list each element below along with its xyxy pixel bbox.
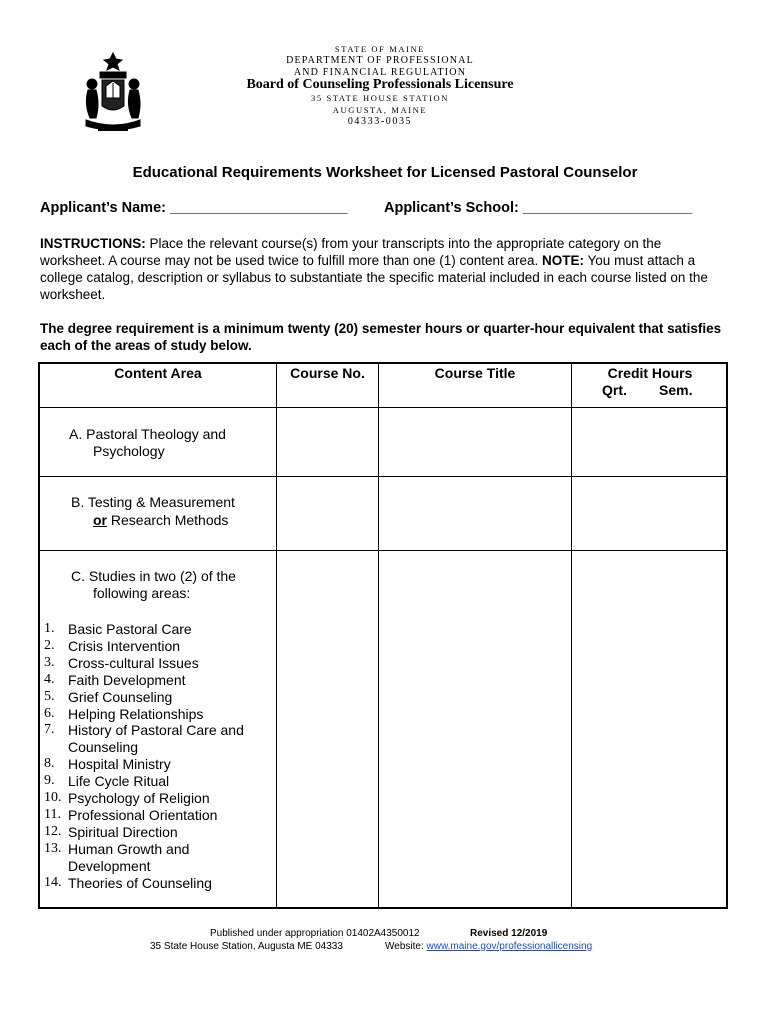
- degree-requirement: The degree requirement is a minimum twenty (20) semester hours or quarter-hour equivalent that satisfies each of the areas of study below.: [40, 321, 722, 353]
- course-title-cell-c[interactable]: [379, 551, 571, 907]
- study-area-item: [44, 621, 264, 638]
- study-area-label: Grief Counseling: [68, 688, 173, 705]
- zip-code: 04333-0035: [347, 116, 413, 127]
- study-area-number: 4.: [44, 671, 55, 687]
- study-area-item: [44, 706, 264, 723]
- study-area-number: 2.: [44, 637, 55, 653]
- state-name: STATE OF MAINE: [334, 44, 426, 54]
- address-line-2: AUGUSTA, MAINE: [332, 105, 428, 115]
- course-no-cell-b[interactable]: [277, 477, 378, 550]
- note-label: NOTE:: [542, 253, 585, 268]
- study-area-label: Crisis Intervention: [68, 637, 181, 654]
- website-link[interactable]: www.maine.gov/professionallicensing: [426, 941, 593, 952]
- content-area-b-line-2: [93, 512, 228, 530]
- study-area-number: 1.: [44, 621, 55, 636]
- study-area-label: Theories of Counseling: [68, 874, 212, 891]
- board-name: Board of Counseling Professionals Licensure: [246, 77, 514, 92]
- header-sem: Sem.: [659, 382, 693, 398]
- study-area-number: 3.: [44, 654, 55, 670]
- study-area-item: [44, 689, 264, 706]
- course-no-cell-a[interactable]: [277, 408, 378, 476]
- study-area-item: [44, 824, 264, 841]
- study-area-number: 10.: [44, 790, 62, 806]
- content-area-a-line-1: A. Pastoral Theology and: [69, 426, 226, 442]
- revised-date: Revised 12/2019: [470, 928, 548, 939]
- study-area-label: History of Pastoral Care and Counseling: [68, 722, 244, 756]
- study-area-item: [44, 756, 264, 773]
- study-area-label: Basic Pastoral Care: [68, 621, 192, 637]
- course-title-cell-a[interactable]: [379, 408, 571, 476]
- study-area-number: 6.: [44, 705, 55, 721]
- header-qrt: Qrt.: [602, 382, 627, 398]
- state-seal-icon: [80, 50, 146, 136]
- study-area-item: [44, 875, 264, 892]
- study-area-label: Life Cycle Ritual: [68, 773, 170, 790]
- study-area-item: [44, 807, 264, 824]
- website-label: Website:: [385, 941, 427, 952]
- study-area-label: Psychology of Religion: [68, 790, 210, 807]
- research-methods-text: Research Methods: [107, 512, 229, 528]
- content-area-c-line-2: following areas:: [93, 585, 191, 601]
- footer-address: 35 State House Station, Augusta ME 04333: [150, 941, 343, 952]
- study-area-number: 14.: [44, 874, 62, 890]
- study-area-label: Faith Development: [68, 671, 186, 688]
- or-emphasis: or: [93, 512, 107, 528]
- header-course-title: Course Title: [434, 365, 516, 381]
- department-line-2: AND FINANCIAL REGULATION: [293, 67, 467, 78]
- study-area-label: Helping Relationships: [68, 705, 204, 722]
- header-credit-hours: Credit Hours: [607, 365, 693, 381]
- study-area-item: [44, 672, 264, 689]
- credit-hours-cell-b[interactable]: [572, 477, 726, 550]
- study-area-label: Professional Orientation: [68, 806, 218, 823]
- instructions-label: INSTRUCTIONS:: [40, 236, 146, 251]
- study-area-number: 5.: [44, 688, 55, 704]
- department-line-1: DEPARTMENT OF PROFESSIONAL: [286, 55, 474, 66]
- credit-hours-cell-c[interactable]: [572, 551, 726, 907]
- instructions-text-2: You must attach a college catalog, description or syllabus to substantiate the specific material included in each course listed on the worksheet.: [40, 253, 708, 302]
- published-note: Published under appropriation 01402A4350012: [210, 928, 420, 939]
- study-area-number: 13.: [44, 840, 62, 856]
- applicant-school-field[interactable]: Applicant’s School: _____________________: [384, 200, 693, 216]
- study-area-item: [44, 722, 264, 756]
- address-line-1: 35 STATE HOUSE STATION: [311, 93, 449, 103]
- content-area-a-line-2: Psychology: [93, 443, 165, 459]
- study-area-number: 11.: [44, 806, 61, 822]
- worksheet-table: [38, 362, 728, 909]
- study-area-number: 7.: [44, 722, 55, 738]
- study-area-item: [44, 841, 264, 875]
- study-area-item: [44, 773, 264, 790]
- content-area-b-line-1: B. Testing & Measurement: [71, 494, 235, 510]
- study-area-label: Spiritual Direction: [68, 823, 178, 840]
- study-areas-list: [44, 621, 264, 892]
- study-area-label: Hospital Ministry: [68, 756, 171, 773]
- study-area-label: Cross-cultural Issues: [68, 654, 199, 671]
- study-area-item: [44, 655, 264, 672]
- instructions: [40, 235, 720, 303]
- study-area-number: 12.: [44, 823, 62, 839]
- applicant-name-field[interactable]: Applicant’s Name: ______________________: [40, 200, 348, 216]
- study-area-label: Human Growth and Development: [68, 840, 190, 874]
- study-area-item: [44, 638, 264, 655]
- study-area-number: 8.: [44, 756, 55, 772]
- header-course-no: Course No.: [290, 365, 365, 381]
- study-area-number: 9.: [44, 773, 55, 789]
- instructions-text-1: Place the relevant course(s) from your transcripts into the appropriate category on the worksheet. A course may not be used twice to fulfill more than one (1) content area.: [40, 236, 662, 268]
- course-title-cell-b[interactable]: [379, 477, 571, 550]
- study-area-item: [44, 790, 264, 807]
- page-title: Educational Requirements Worksheet for Licensed Pastoral Counselor: [132, 164, 638, 181]
- header-content-area: Content Area: [114, 365, 202, 381]
- content-area-c-line-1: C. Studies in two (2) of the: [71, 568, 236, 584]
- credit-hours-cell-a[interactable]: [572, 408, 726, 476]
- website-block: [385, 941, 592, 952]
- course-no-cell-c[interactable]: [277, 551, 378, 907]
